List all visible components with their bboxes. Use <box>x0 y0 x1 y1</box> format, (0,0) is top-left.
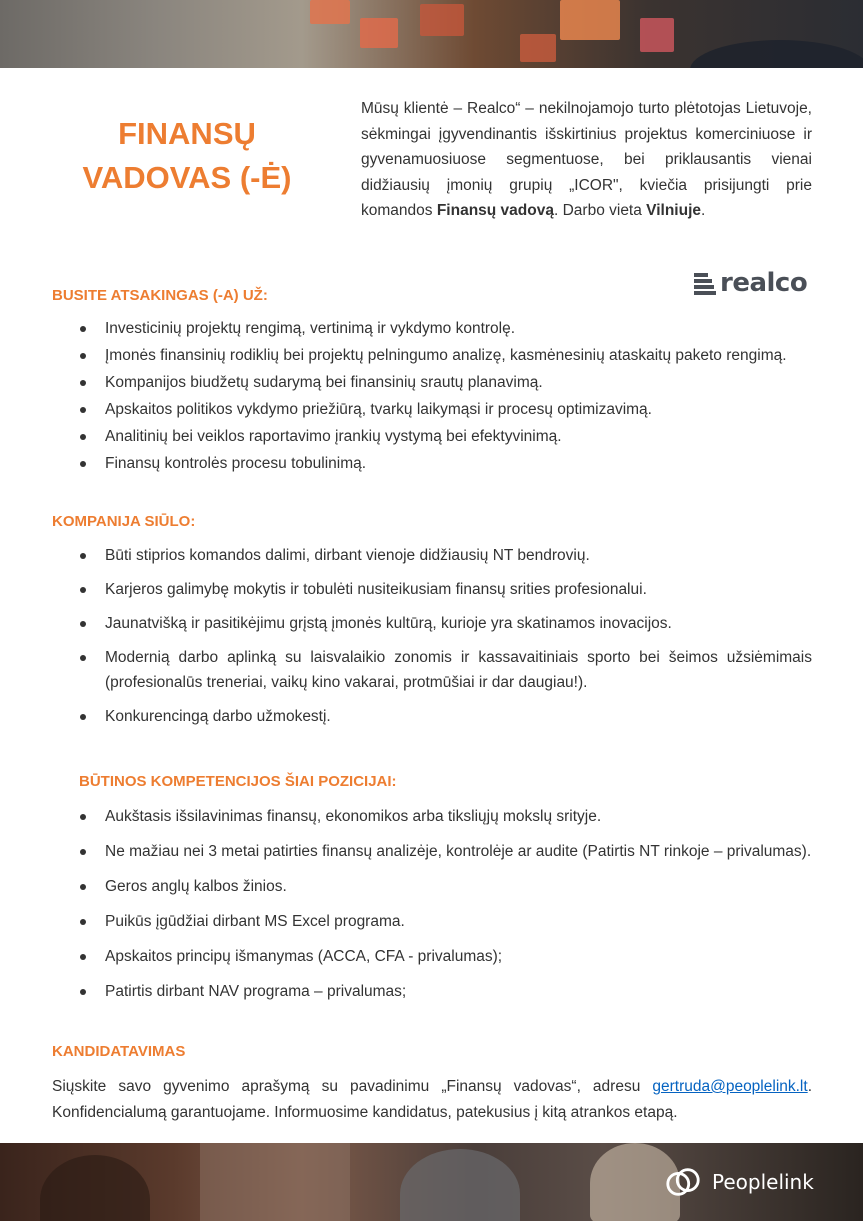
responsibilities-heading: BUSITE ATSAKINGAS (-A) UŽ: <box>52 287 268 304</box>
whiteboard <box>200 1143 350 1221</box>
list-item: Aukštasis išsilavinimas finansų, ekonomikos arba tiksliųjų mokslų srityje. <box>78 804 812 829</box>
application-heading: KANDIDATAVIMAS <box>52 1043 186 1060</box>
list-item: Puikūs įgūdžiai dirbant MS Excel programa. <box>78 909 812 934</box>
intro-text: . Darbo vieta <box>553 202 647 220</box>
competencies-heading: BŪTINOS KOMPETENCIJOS ŠIAI POZICIJAI: <box>79 773 397 790</box>
list-item: Karjeros galimybę mokytis ir tobulėti nusiteikusiam finansų srities profesionalui. <box>78 577 812 602</box>
job-title <box>52 112 322 200</box>
offer-list <box>78 543 812 729</box>
intro-bold-location: Vilniuje <box>646 202 702 220</box>
intro-text: Mūsų klientė – Realco“ – nekilnojamojo turto plėtotojas Lietuvoje, sėkmingai įgyvendinantis išskirtinius projektus komerciniuose ir gyvenamuosiuose segmentuose, bei priklausantis vienai didžiausių įmonių grupių „ICOR", kviečia prisijungti prie komandos <box>361 100 812 220</box>
list-item: Jaunatvišką ir pasitikėjimu grįstą įmonės kultūrą, kurioje yra skatinamos inovacijos. <box>78 611 812 636</box>
sticky-note <box>310 0 350 24</box>
intro-bold-position: Finansų vadovą <box>436 202 554 220</box>
list-item: Analitinių bei veiklos raportavimo įrankių vystymą bei efektyvinimą. <box>78 424 812 449</box>
intro-paragraph <box>361 96 812 224</box>
intro-text: . <box>701 202 706 220</box>
sticky-note <box>420 4 464 36</box>
list-item: Apskaitos principų išmanymas (ACCA, CFA - privalumas); <box>78 944 812 969</box>
top-banner-photo <box>0 0 863 68</box>
offer-heading: KOMPANIJA SIŪLO: <box>52 513 196 530</box>
person-silhouette <box>690 40 863 68</box>
email-link[interactable]: gertruda@peoplelink.lt <box>652 1078 808 1095</box>
sticky-note <box>640 18 674 52</box>
realco-logo-text: realco <box>720 268 808 298</box>
list-item: Įmonės finansinių rodiklių bei projektų pelningumo analizę, kasmėnesinių ataskaitų paketo rengimą. <box>78 343 812 368</box>
peoplelink-logo-icon <box>664 1163 702 1201</box>
list-item: Būti stiprios komandos dalimi, dirbant vienoje didžiausių NT bendrovių. <box>78 543 812 568</box>
list-item: Konkurencingą darbo užmokestį. <box>78 704 812 729</box>
competencies-list <box>78 804 812 1004</box>
sticky-note <box>560 0 620 40</box>
list-item: Apskaitos politikos vykdymo priežiūrą, tvarkų laikymąsi ir procesų optimizavimą. <box>78 397 812 422</box>
list-item: Ne mažiau nei 3 metai patirties finansų analizėje, kontrolėje ar audite (Patirtis NT rinkoje – privalumas). <box>78 839 812 864</box>
person-silhouette <box>400 1149 520 1221</box>
sticky-note <box>520 34 556 62</box>
application-paragraph <box>52 1074 812 1125</box>
list-item: Modernią darbo aplinką su laisvalaikio zonomis ir kassavaitiniais sporto bei šeimos užsiėmimais (profesionalūs treneriai, vaikų kino vakarai, protmūšiai ir dar daugiau!). <box>78 645 812 695</box>
list-item: Patirtis dirbant NAV programa – privalumas; <box>78 979 812 1004</box>
list-item: Finansų kontrolės procesu tobulinimą. <box>78 451 812 476</box>
person-silhouette <box>40 1155 150 1221</box>
realco-logo-icon <box>694 271 716 295</box>
responsibilities-list <box>78 316 812 476</box>
peoplelink-logo-text: Peoplelink <box>712 1170 814 1194</box>
peoplelink-logo <box>664 1163 814 1201</box>
list-item: Kompanijos biudžetų sudarymą bei finansinių srautų planavimą. <box>78 370 812 395</box>
application-text: Siųskite savo gyvenimo aprašymą su pavadinimu „Finansų vadovas“, adresu <box>52 1078 653 1095</box>
realco-logo <box>694 268 807 298</box>
list-item: Investicinių projektų rengimą, vertinimą ir vykdymo kontrolę. <box>78 316 812 341</box>
list-item: Geros anglų kalbos žinios. <box>78 874 812 899</box>
sticky-note <box>360 18 398 48</box>
job-title-line1: FINANSŲ <box>118 116 256 151</box>
application-text: . Konfidencialumą garantuojame. Informuosime kandidatus, patekusius į kitą atrankos etapą. <box>52 1078 812 1121</box>
job-title-line2: VADOVAS (-Ė) <box>82 160 292 195</box>
